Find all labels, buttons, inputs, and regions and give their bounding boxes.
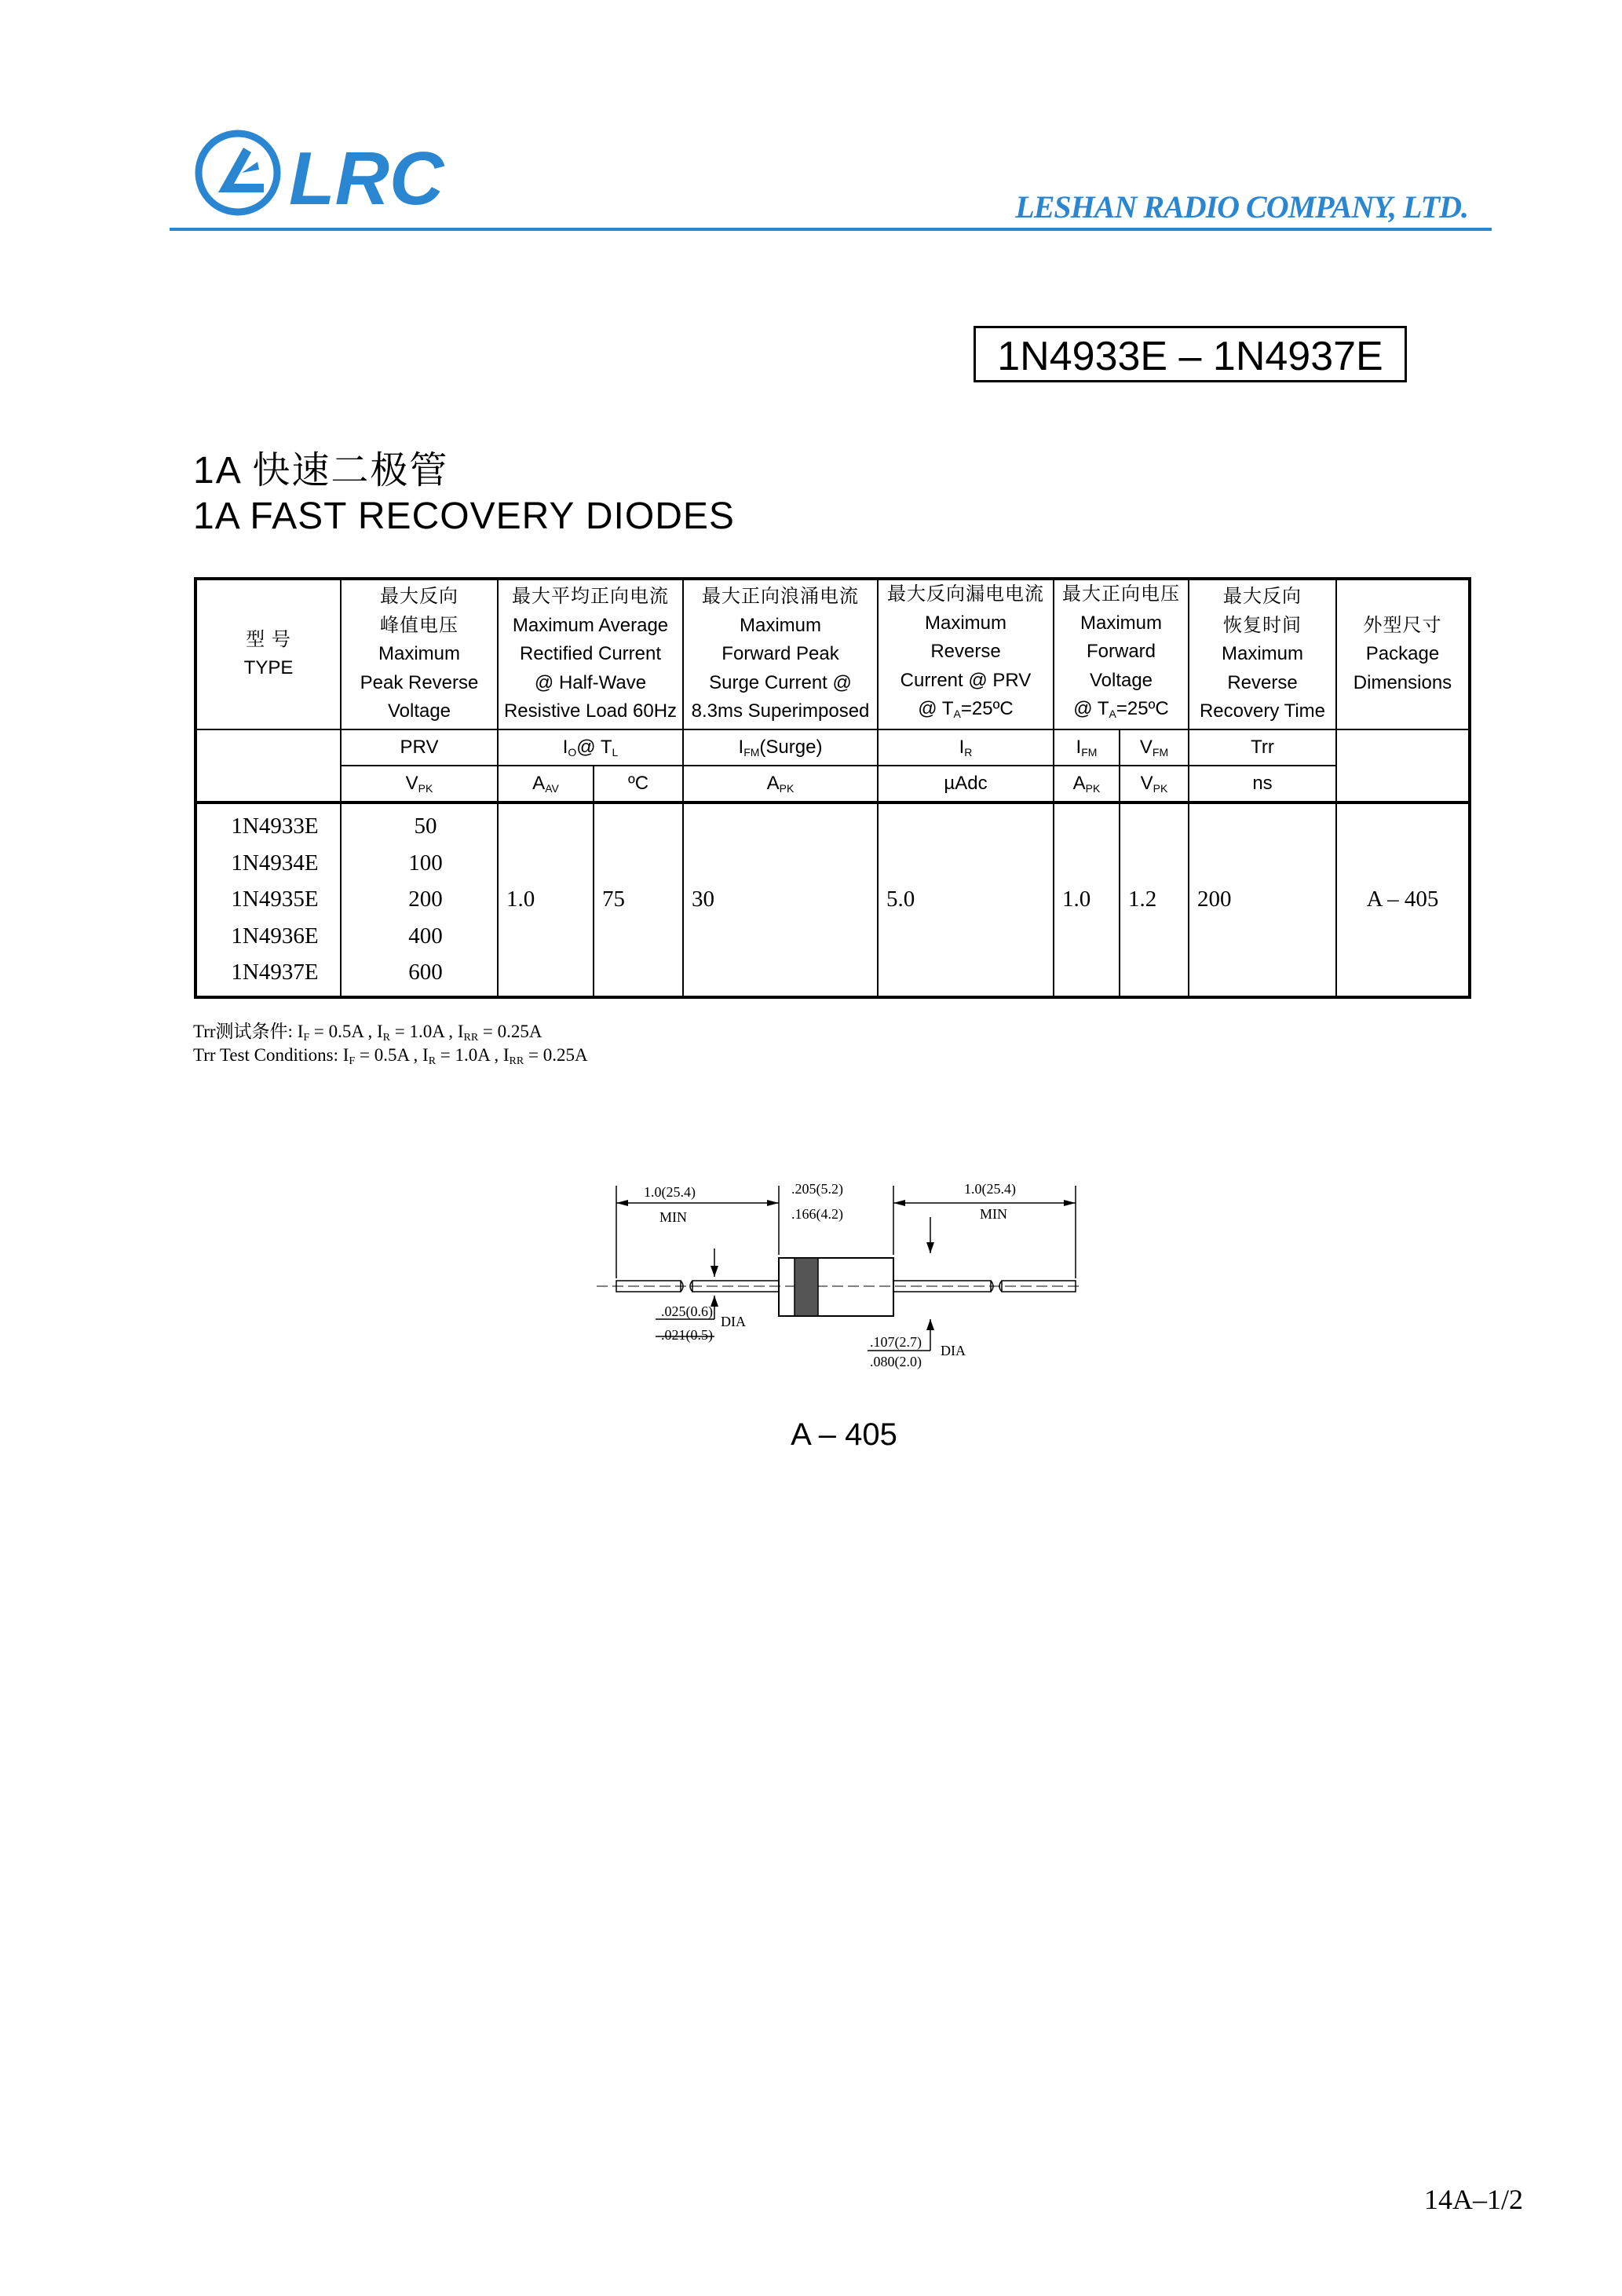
pkg-sym-blank [1336,729,1470,803]
lead-length-right-label: 1.0(25.4) [964,1181,1016,1197]
prv-unit: $V_{PK}$ [341,766,498,803]
ifm-header: 最大正向浪涌电流 Maximum Forward Peak Surge Current @ 8.3ms Superimposed [683,579,878,729]
lead-min-label: MIN [659,1209,687,1225]
ir-header: 最大反向漏电电流 Maximum Reverse Current @ PRV @ $T_A=25ºC$ [878,579,1054,729]
lead-dia-min: .021(0.5) [661,1327,713,1343]
table-row: 1N4936E [231,923,319,949]
lead-min-right-label: MIN [980,1206,1007,1222]
pkg-header: 外型尺寸 Package Dimensions [1336,579,1470,729]
io-symbol: $I_O@$ $T_L$ [498,729,683,766]
body-dia-max: .107(2.7) [870,1334,922,1350]
ifm-symbol: $I_{FM}(Surge)$ [683,729,878,766]
ir-symbol: $I_R$ [878,729,1054,766]
tl-unit: ºC [594,766,683,803]
title-chinese: 1A 快速二极管 [193,450,449,492]
lrc-logo [195,126,469,220]
vf-header: 最大正向电压 Maximum Forward Voltage @ $T_A=25ºC$ [1054,579,1189,729]
body-length-max: .205(5.2) [791,1181,843,1197]
io-header: 最大平均正向电流 Maximum Average Rectified Current @ Half-Wave Resistive Load 60Hz [498,579,683,729]
body-length-min: .166(4.2) [791,1206,843,1222]
package-diagram [581,1170,1091,1374]
title-english: 1A FAST RECOVERY DIODES [193,495,735,537]
part-range-box: 1N4933E – 1N4937E [974,326,1407,382]
lead-length-label: 1.0(25.4) [644,1184,696,1200]
header-rule [170,228,1492,231]
logo-text: LRC [289,137,444,220]
type-list [195,803,341,997]
trr-unit: ns [1189,766,1336,803]
ifm-unit: $A_{PK}$ [683,766,878,803]
ir-value: 5.0 [878,803,1054,997]
company-name: LESHAN RADIO COMPANY, LTD. [1015,189,1468,225]
package-label: A – 405 [791,1417,897,1452]
page-number: 14A–1/2 [1424,2184,1523,2215]
io-value: 1.0 [498,803,594,997]
body-dia-min: .080(2.0) [870,1354,922,1369]
table-row: 1N4934E [231,850,319,876]
trr-header: 最大反向 恢复时间 Maximum Reverse Recovery Time [1189,579,1336,729]
table-row: 1N4933E [231,813,319,839]
ir-unit: µAdc [878,766,1054,803]
table-row: 1N4935E [231,887,319,912]
pkg-value: A – 405 [1336,803,1470,997]
sym-blank [195,729,341,803]
vfm-unit: $V_{PK}$ [1120,766,1189,803]
ifsm-value: 30 [683,803,878,997]
body-dia-label: DIA [941,1343,966,1358]
type-header: 型 号 TYPE [195,579,341,729]
tl-value: 75 [594,803,683,997]
spec-table [194,577,1471,999]
test-conditions-cn: Trr测试条件: $I_F = 0.5A$ , $I_R = 1.0A$ , $I_{RR} = 0.25A$ [193,1022,542,1044]
prv-symbol: PRV [341,729,498,766]
ifm-value: 1.0 [1054,803,1120,997]
ifm2-unit: $A_{PK}$ [1054,766,1120,803]
ifm2-symbol: $I_{FM}$ [1054,729,1120,766]
lead-dia-label: DIA [721,1314,746,1329]
test-conditions-en: Trr Test Conditions: $I_F = 0.5A$ , $I_R = 1.0A$ , $I_{RR} = 0.25A$ [193,1045,588,1067]
table-row: 1N4937E [231,960,319,985]
io-unit: $A_{AV}$ [498,766,594,803]
vfm-symbol: $V_{FM}$ [1120,729,1189,766]
vfm-value: 1.2 [1120,803,1189,997]
trr-symbol: Trr [1189,729,1336,766]
trr-value: 200 [1189,803,1336,997]
prv-list: 50 100 200 400 600 [341,803,498,997]
lead-dia-max: .025(0.6) [661,1303,713,1319]
prv-header: 最大反向峰值电压 Maximum Peak Reverse Voltage [341,579,498,729]
